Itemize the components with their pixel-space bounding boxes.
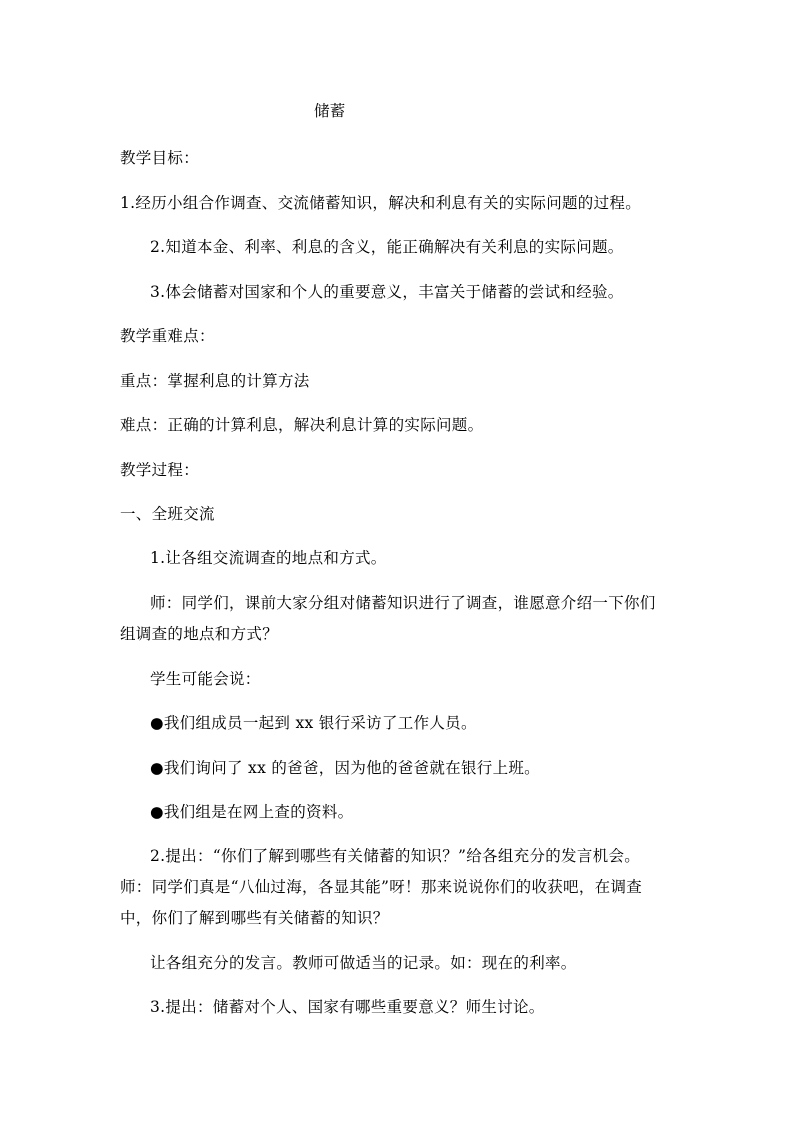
- objective-2: 2.知道本金、利率、利息的含义，能正确解决有关利息的实际问题。: [150, 238, 624, 256]
- heading-process: 教学过程：: [120, 461, 200, 479]
- teacher-line-1b: 组调查的地点和方式？: [120, 625, 279, 643]
- teacher-line-1a: 师：同学们，课前大家分组对储蓄知识进行了调查，谁愿意介绍一下你们: [150, 594, 656, 612]
- teacher-line-2a: 师：同学们真是“八仙过海，各显其能”呀！那来说说你们的收获吧，在调查: [120, 878, 643, 896]
- step-3: 3.提出：储蓄对个人、国家有哪些重要意义？师生讨论。: [150, 998, 545, 1016]
- difficult-point: 难点：正确的计算利息，解决利息计算的实际问题。: [120, 416, 484, 434]
- objective-3: 3.体会储蓄对国家和个人的重要意义，丰富关于储蓄的尝试和经验。: [150, 283, 624, 301]
- group-discussion: 让各组充分的发言。教师可做适当的记录。如：现在的利率。: [150, 954, 577, 972]
- students-intro: 学生可能会说：: [150, 670, 261, 688]
- bullet-item: ●我们组成员一起到 xx 银行采访了工作人员。: [150, 714, 477, 732]
- document-title: 储蓄: [314, 102, 346, 120]
- teacher-line-2b: 中，你们了解到哪些有关储蓄的知识？: [120, 909, 389, 927]
- heading-objectives: 教学目标：: [120, 149, 200, 167]
- bullet-item: ●我们组是在网上查的资料。: [150, 803, 354, 821]
- step-2: 2.提出：“你们了解到哪些有关储蓄的知识？”给各组充分的发言机会。: [150, 847, 641, 865]
- objective-1: 1.经历小组合作调查、交流储蓄知识，解决和利息有关的实际问题的过程。: [120, 194, 641, 212]
- heading-key-points: 教学重难点：: [120, 327, 215, 345]
- bullet-item: ●我们询问了 xx 的爸爸，因为他的爸爸就在银行上班。: [150, 759, 540, 777]
- key-point: 重点：掌握利息的计算方法: [120, 372, 310, 390]
- step-1: 1.让各组交流调查的地点和方式。: [150, 549, 387, 567]
- section-1-heading: 一、全班交流: [120, 505, 215, 523]
